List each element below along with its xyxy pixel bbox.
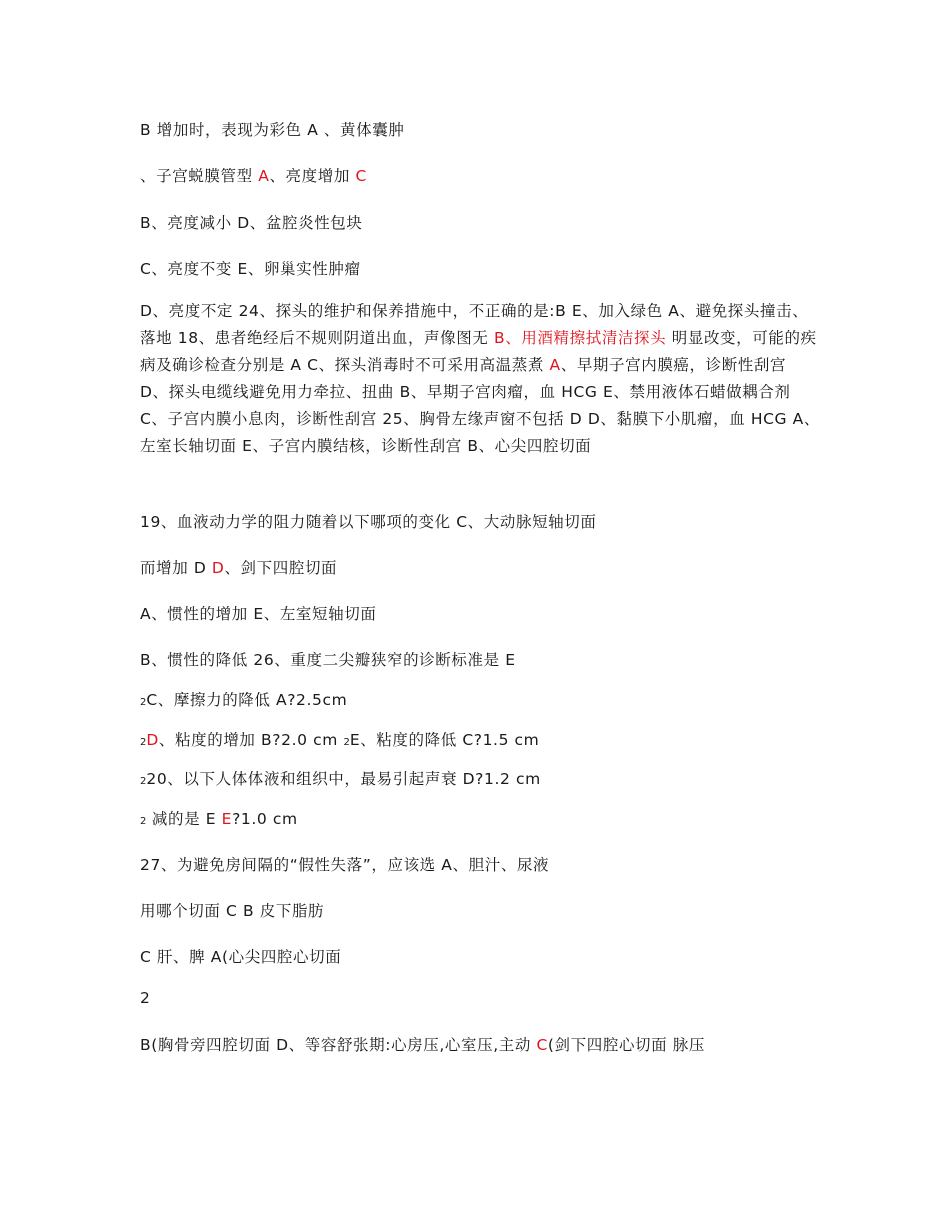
text-line: 2D、粘度的增加 B?2.0 cm 2E、粘度的降低 C?1.5 cm	[140, 731, 540, 749]
text-line: 而增加 D D、剑下四腔切面	[140, 559, 338, 577]
answer-mark: D	[146, 731, 159, 749]
answer-mark: D	[211, 559, 225, 577]
text-line: 19、血液动力学的阻力随着以下哪项的变化 C、大动脉短轴切面	[140, 513, 597, 531]
answer-mark: B、用酒精擦拭清洁探头	[493, 329, 667, 347]
answer-mark: A	[258, 167, 270, 185]
text-line: 用哪个切面 C B 皮下脂肪	[140, 902, 325, 920]
answer-mark: C	[355, 167, 367, 185]
text-paragraph: D、亮度不定 24、探头的维护和保养措施中，不正确的是:B E、加入绿色 A、避免探头撞击、落地 18、患者绝经后不规则阴道出血，声像图无 B、用酒精擦拭清洁探头 明显改变，可能的疾病及确诊检查分别是 A C、探头消毒时不可采用高温蒸煮 A、早期子宫内膜癌，诊断性刮宫 D、探头电缆线避免用力牵拉、扭曲 B、早期子宫肉瘤，血 HCG E、禁用液体石蜡做耦合剂 C、子宫内膜小息肉，诊断性刮宫 25、胸骨左缘声窗不包括 D D、黏膜下小肌瘤，血 HCG A、左室长轴切面 E、子宫内膜结核，诊断性刮宫 B、心尖四腔切面	[140, 302, 820, 455]
text-line: C 肝、脾 A(心尖四腔心切面	[140, 948, 342, 966]
answer-mark: A	[549, 356, 561, 374]
text-line: B、亮度减小 D、盆腔炎性包块	[140, 214, 363, 232]
text-line: B(胸骨旁四腔切面 D、等容舒张期:心房压,心室压,主动 C(剑下四腔心切面 脉压	[140, 1036, 705, 1054]
text-line: B 增加时，表现为彩色 A 、黄体囊肿	[140, 121, 405, 139]
answer-mark: C	[536, 1036, 548, 1054]
text-line: 27、为避免房间隔的“假性失落”，应该选 A、胆汁、尿液	[140, 856, 550, 874]
text-line: 2C、摩擦力的降低 A?2.5cm	[140, 691, 348, 709]
text-line: 2 减的是 E E?1.0 cm	[140, 810, 298, 828]
text-line: A、惯性的增加 E、左室短轴切面	[140, 605, 377, 623]
text-line: 、子宫蜕膜管型 A、亮度增加 C	[140, 167, 367, 185]
text-line: B、惯性的降低 26、重度二尖瓣狭窄的诊断标准是 E	[140, 651, 516, 669]
text-line: C、亮度不变 E、卵巢实性肿瘤	[140, 260, 361, 278]
text-line: 2	[140, 989, 151, 1007]
text-line: 220、以下人体体液和组织中，最易引起声衰 D?1.2 cm	[140, 770, 541, 788]
answer-mark: E	[221, 810, 233, 828]
